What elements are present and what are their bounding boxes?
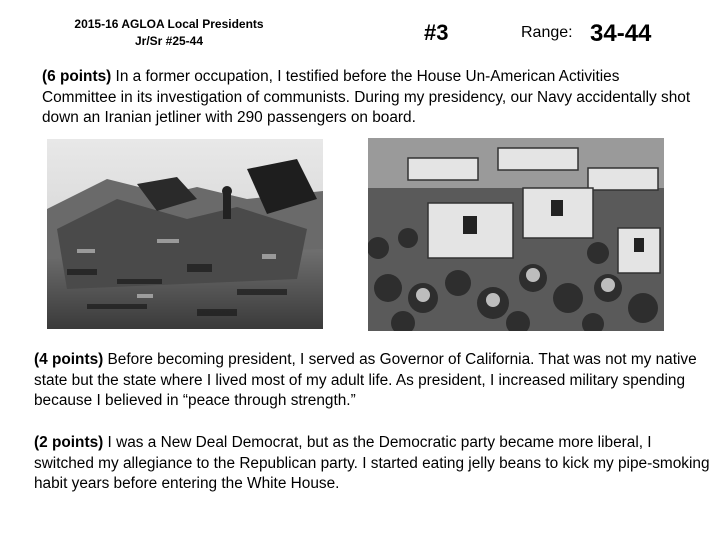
clue-points: (4 points) <box>34 351 104 368</box>
clue-4-points <box>34 350 710 412</box>
question-number: #3 <box>424 20 449 45</box>
clue-points: (6 points) <box>42 68 112 85</box>
worksheet-title <box>44 16 294 50</box>
clue-points: (2 points) <box>34 434 104 451</box>
clue-text: I was a New Deal Democrat, but as the Democratic party became more liberal, I switched my allegiance to the Republican party. I started eating jelly beans to kick my pipe-smoking habit years before entering the White House. <box>34 434 710 492</box>
crash-wreckage-photo <box>47 139 323 329</box>
clue-6-points <box>42 67 692 129</box>
title-line-1: 2015-16 AGLOA Local Presidents <box>74 17 264 31</box>
clue-text: Before becoming president, I served as Governor of California. That was not my native state but the state where I lived most of my adult life. As president, I increased military spending because I believed in “peace through strength.” <box>34 351 697 409</box>
range-value: 34-44 <box>590 20 652 47</box>
clue-2-points <box>34 433 710 495</box>
funeral-crowd-photo <box>368 138 664 331</box>
range-label: Range: <box>521 24 573 41</box>
title-line-2: Jr/Sr #25-44 <box>134 34 204 48</box>
clue-text: In a former occupation, I testified before the House Un-American Activities Committee in its investigation of communists. During my presidency, our Navy accidentally shot down an Iranian jetliner with 290 passengers on board. <box>42 68 691 126</box>
